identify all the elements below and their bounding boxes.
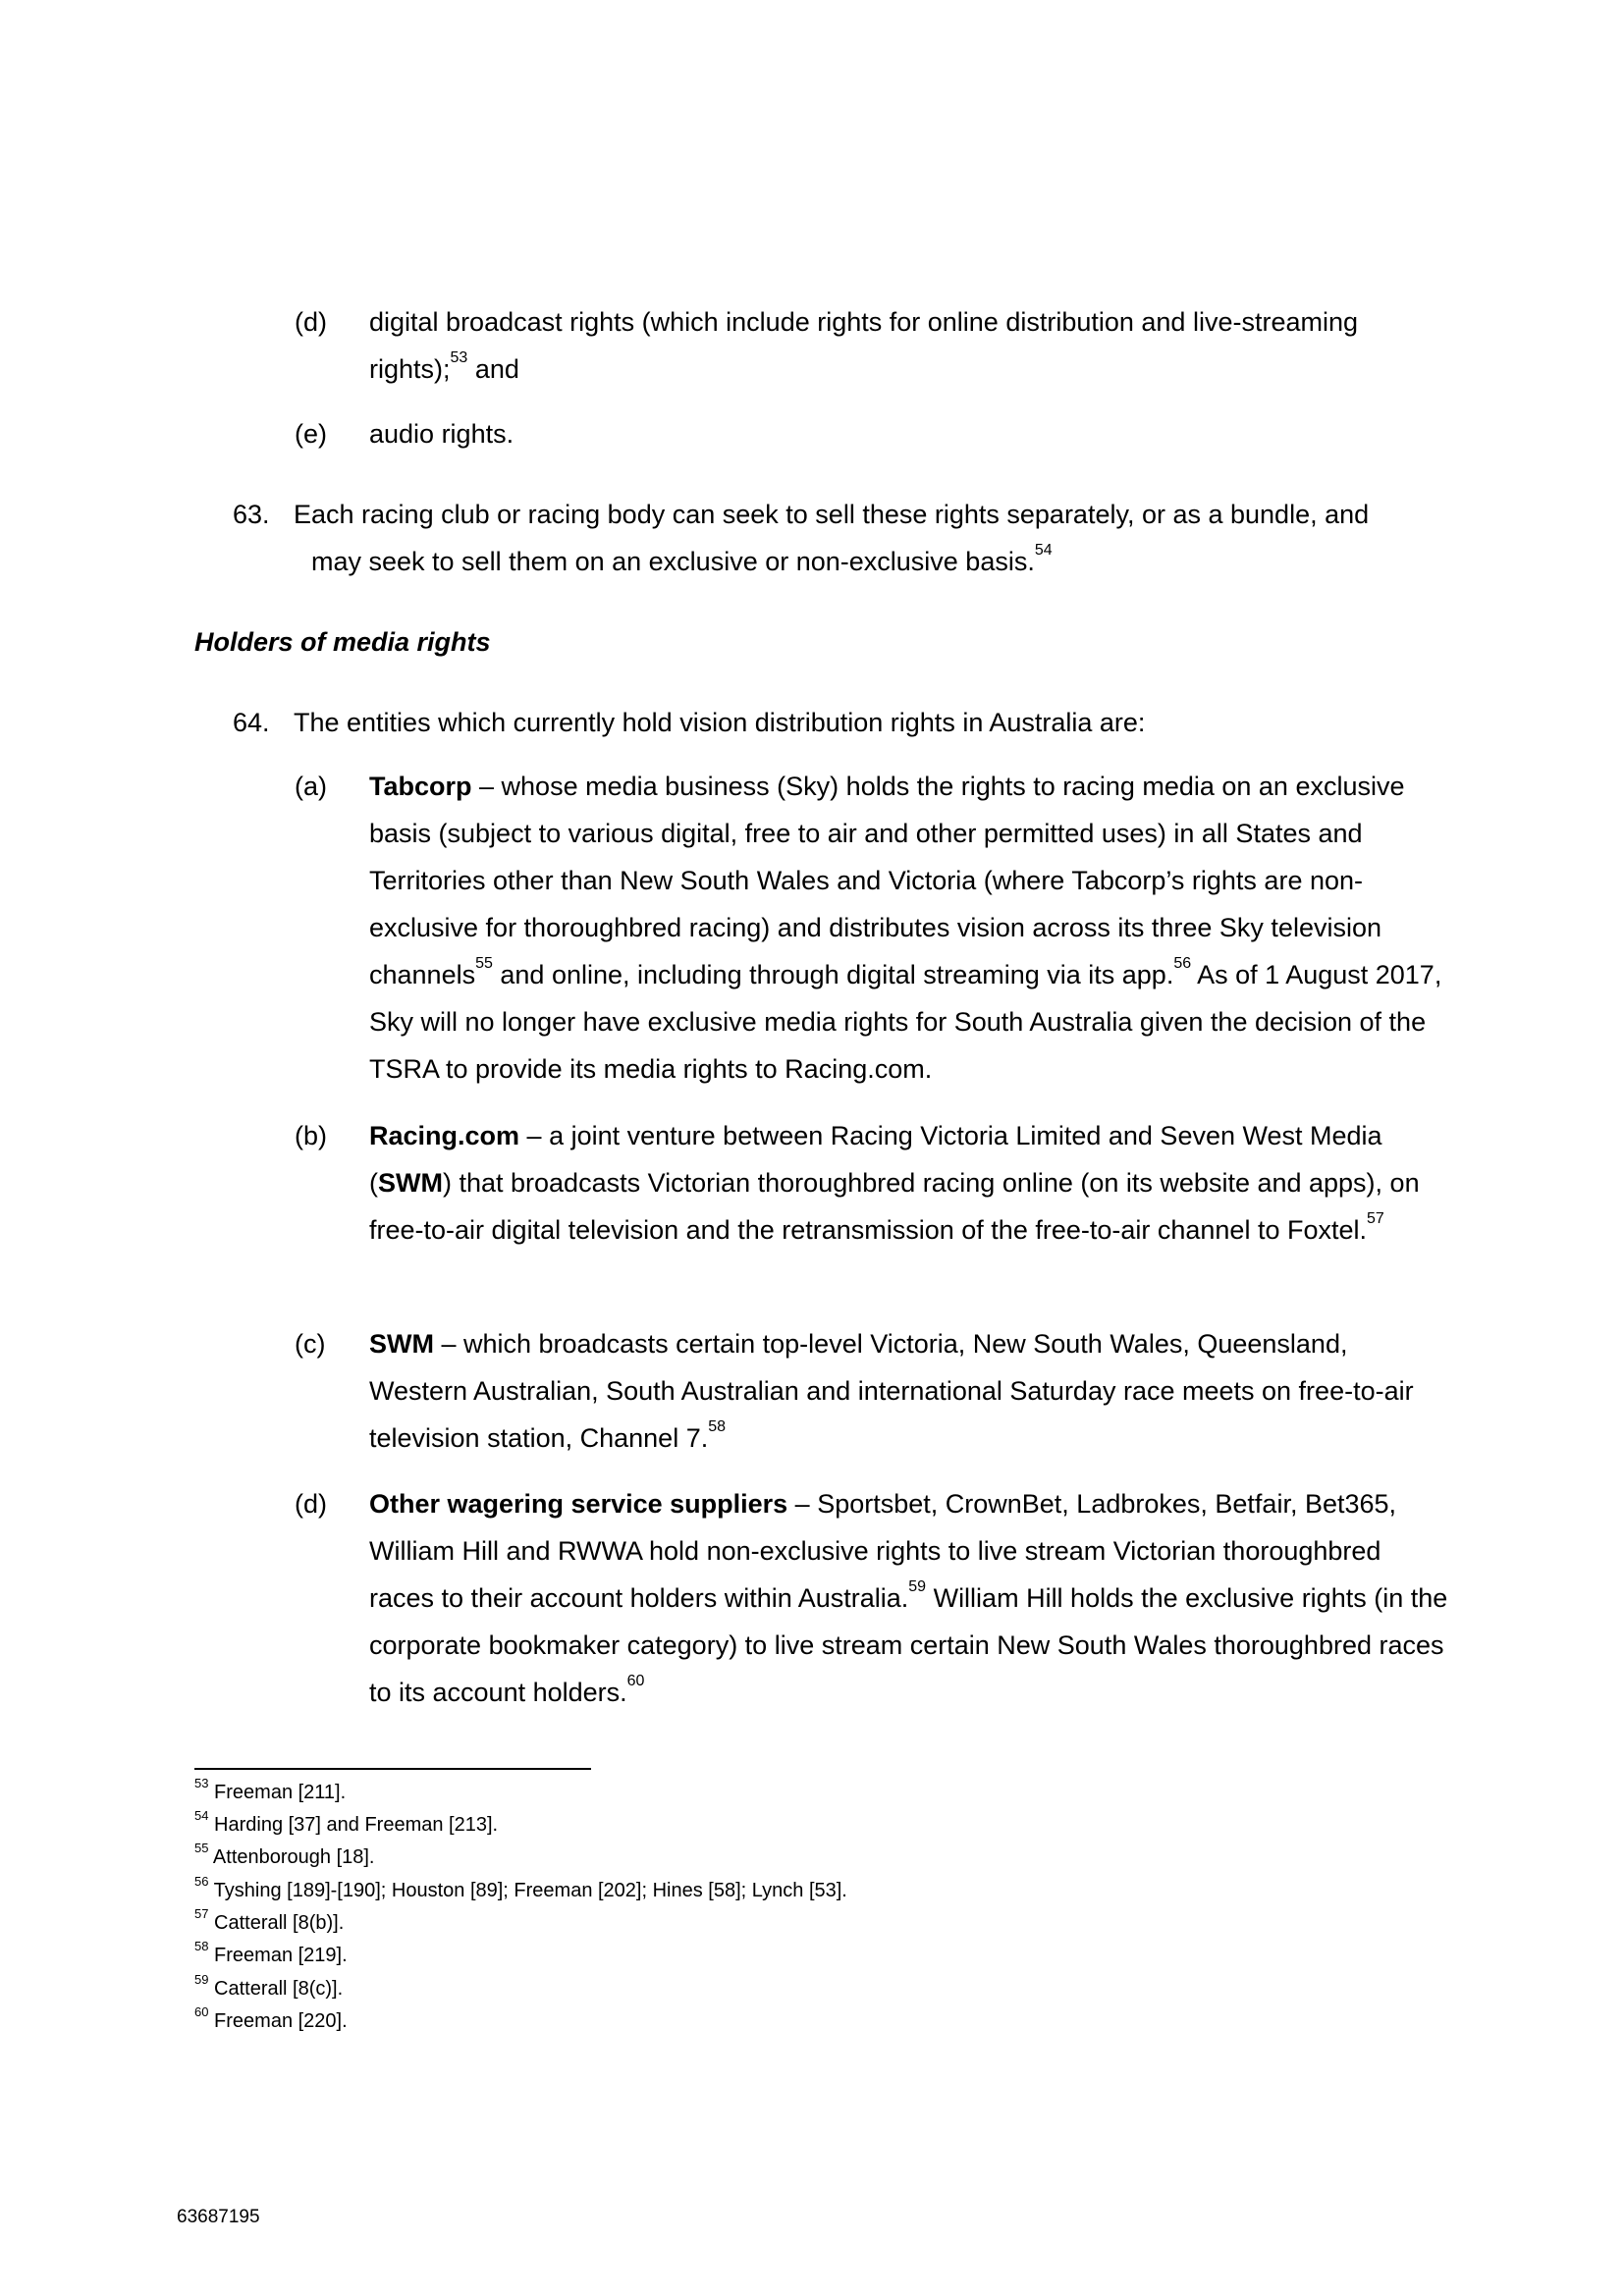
- document-number: 63687195: [177, 2207, 260, 2227]
- entity-desc-2: and online, including through digital streaming via its app.: [492, 960, 1174, 989]
- footnote-text: Freeman [220].: [214, 2010, 348, 2032]
- entity-name: SWM: [369, 1329, 434, 1359]
- list-label: (b): [295, 1121, 327, 1150]
- footnote-text: Freeman [219].: [214, 1945, 348, 1966]
- footnote-ref[interactable]: 60: [626, 1673, 645, 1689]
- paragraph-line-2-text: may seek to sell them on an exclusive or non-exclusive basis.: [311, 547, 1035, 576]
- footnote-ref[interactable]: 54: [1034, 542, 1053, 559]
- paragraph-number: 63.: [233, 500, 270, 529]
- footnote-ref[interactable]: 53: [450, 349, 468, 366]
- list-label: (d): [295, 1489, 327, 1519]
- entity-text: [369, 1480, 1449, 1716]
- entity-desc: – a joint venture between Racing Victoria Limited and Seven West Media (: [369, 1121, 1382, 1198]
- entity-desc-2: ) that broadcasts Victorian thoroughbred racing online (on its website and apps), on free-to-air digital television and the retransmission of the free-to-air channel to Foxtel.: [369, 1168, 1420, 1245]
- footnote: [194, 1973, 343, 2005]
- footnote: [194, 1842, 375, 1874]
- entity-desc: – whose media business (Sky) holds the rights to racing media on an exclusive basis (subject to various digital, free to air and other permitted uses) in all States and Territories other than New South Wales and Victoria (where Tabcorp’s rights are non-exclusive for thoroughbred racing) and distributes vision across its three Sky television channels: [369, 772, 1405, 989]
- footnote-number: 53: [194, 1776, 209, 1791]
- list-label: (a): [295, 772, 327, 801]
- entity-text: [369, 1112, 1439, 1254]
- list-text: audio rights.: [369, 419, 514, 449]
- paragraph-line-2: [311, 538, 1468, 585]
- entity-abbrev: SWM: [378, 1168, 443, 1198]
- footnote-text: Tyshing [189]-[190]; Houston [89]; Freeman [202]; Hines [58]; Lynch [53].: [213, 1880, 847, 1901]
- list-text-after: and: [467, 354, 519, 384]
- paragraph-line-1: Each racing club or racing body can seek to sell these rights separately, or as a bundle, and: [294, 500, 1370, 529]
- entity-desc: – which broadcasts certain top-level Victoria, New South Wales, Queensland, Western Australian, South Australian and international Saturday race meets on free-to-air television station, Channel 7.: [369, 1329, 1414, 1453]
- list-label: (e): [295, 419, 327, 449]
- footnote-number: 55: [194, 1841, 209, 1856]
- entity-desc-2: William Hill holds the exclusive rights (in the corporate bookmaker category) to live stream certain New South Wales thoroughbred races to its account holders.: [369, 1583, 1448, 1707]
- footnote-number: 59: [194, 1972, 209, 1988]
- footnote: [194, 1875, 847, 1907]
- footnote-ref[interactable]: 55: [475, 955, 493, 972]
- footnote-text: Attenborough [18].: [212, 1846, 375, 1868]
- footnote-number: 54: [194, 1808, 209, 1824]
- entity-text: [369, 763, 1449, 1093]
- footnote-text: Catterall [8(c)].: [214, 1978, 344, 2000]
- footnote-number: 60: [194, 2004, 209, 2020]
- entity-desc: – Sportsbet, CrownBet, Ladbrokes, Betfair, Bet365, William Hill and RWWA hold non-exclusive rights to live stream Victorian thoroughbred races to their account holders within Australia.: [369, 1489, 1397, 1613]
- list-text: [369, 298, 1410, 393]
- list-label: (d): [295, 307, 327, 337]
- footnote-ref[interactable]: 58: [708, 1418, 727, 1435]
- footnote: [194, 1940, 348, 1972]
- footnote-number: 57: [194, 1906, 209, 1922]
- entity-name: Racing.com: [369, 1121, 520, 1150]
- paragraph-text: The entities which currently hold vision distribution rights in Australia are:: [294, 708, 1146, 737]
- footnote-number: 58: [194, 1939, 209, 1954]
- paragraph-number: 64.: [233, 708, 270, 737]
- footnote: [194, 1907, 344, 1940]
- footnote-number: 56: [194, 1874, 209, 1890]
- footnote: [194, 1777, 346, 1809]
- entity-name: Tabcorp: [369, 772, 472, 801]
- list-label: (c): [295, 1329, 326, 1359]
- footnote-ref[interactable]: 57: [1367, 1210, 1384, 1227]
- entity-text: [369, 1320, 1439, 1462]
- footnote-ref[interactable]: 59: [908, 1578, 927, 1595]
- list-text-body: digital broadcast rights (which include rights for online distribution and live-streaming rights);: [369, 307, 1359, 384]
- entity-name: Other wagering service suppliers: [369, 1489, 788, 1519]
- footnote: [194, 1809, 498, 1842]
- footnote-text: Catterall [8(b)].: [214, 1912, 345, 1934]
- section-heading: Holders of media rights: [194, 627, 491, 657]
- footnote-text: Harding [37] and Freeman [213].: [214, 1814, 499, 1836]
- footnote-ref[interactable]: 56: [1173, 955, 1192, 972]
- footnote-text: Freeman [211].: [214, 1782, 347, 1803]
- footnote: [194, 2005, 348, 2038]
- entity-desc-3: As of 1 August 2017, Sky will no longer have exclusive media rights for South Australia given the decision of the TSRA to provide its media rights to Racing.com.: [369, 960, 1442, 1084]
- footnote-separator: [194, 1768, 591, 1770]
